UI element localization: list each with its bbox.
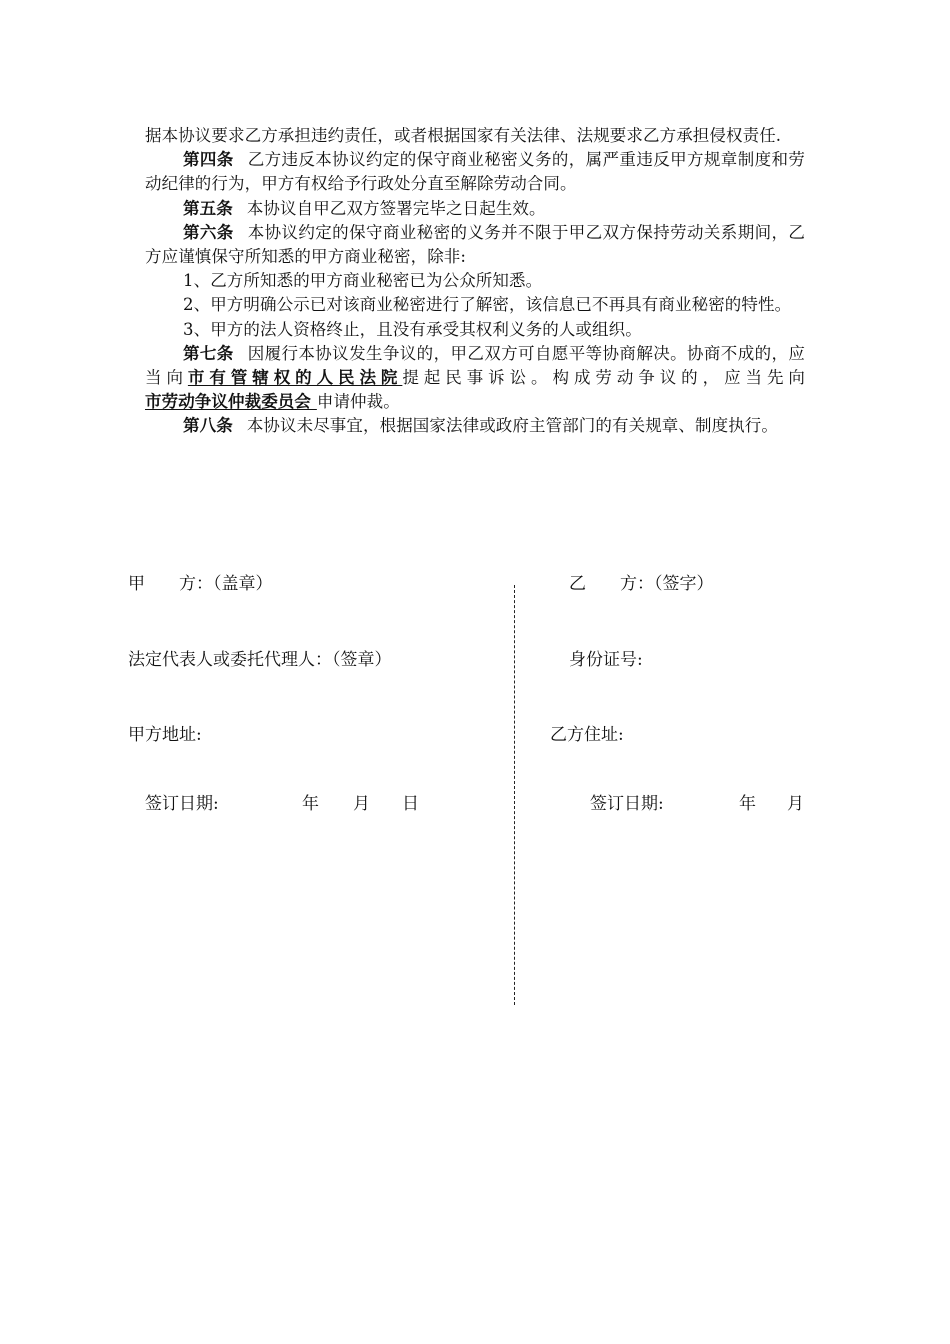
arbitration-committee-name: 市劳动争议仲裁委员会 — [145, 392, 317, 412]
article3-continuation — [145, 124, 805, 148]
article-7-heading: 第七条 — [183, 343, 234, 363]
party-b-date-year: 年 — [739, 794, 756, 814]
article-6-item-2 — [145, 293, 805, 317]
article-5 — [145, 197, 805, 221]
article-8-heading: 第八条 — [183, 416, 233, 436]
agreement-body — [145, 124, 805, 439]
article-6-item-3-text: 3、甲方的法人资格终止，且没有承受其权利义务的人或组织。 — [183, 319, 642, 339]
article-6-heading: 第六条 — [183, 222, 234, 242]
party-a-date-label: 签订日期: — [145, 794, 219, 814]
article-5-heading: 第五条 — [183, 198, 233, 218]
article-8 — [145, 414, 805, 438]
party-a-address: 甲方地址: — [128, 725, 202, 745]
article-6-item-1-text: 1、乙方所知悉的甲方商业秘密已为公众所知悉。 — [183, 271, 543, 291]
article-4 — [145, 148, 805, 196]
article-6-item-1 — [145, 269, 805, 293]
article-6-text: 本协议约定的保守商业秘密的义务并不限于甲乙双方保持劳动关系期间，乙方应谨慎保守所知悉的甲方商业秘密，除非: — [145, 222, 805, 267]
party-b-date-label: 签订日期: — [590, 794, 664, 814]
party-a-label: 甲 方：（盖章） — [128, 574, 273, 594]
article-6-item-2-text: 2、甲方明确公示已对该商业秘密进行了解密，该信息已不再具有商业秘密的特性。 — [183, 295, 792, 315]
article-7 — [145, 342, 805, 415]
article-6-item-3 — [145, 318, 805, 342]
party-a-representative: 法定代表人或委托代理人：（签章） — [128, 650, 392, 670]
party-b-id-number: 身份证号: — [569, 650, 643, 670]
article-8-text: 本协议未尽事宜，根据国家法律或政府主管部门的有关规章、制度执行。 — [246, 416, 779, 436]
article-7-text-a: 因履行本协议发生争议的，甲乙双方可自愿平等协商解决。协商不成的，应当向 — [145, 343, 805, 388]
article-4-heading: 第四条 — [183, 150, 234, 170]
party-b-address: 乙方住址: — [550, 725, 624, 745]
article-5-text: 本协议自甲乙双方签署完毕之日起生效。 — [246, 198, 546, 218]
article-7-text-b: 提起民事诉讼。构成劳动争议的，应当先向 — [402, 368, 806, 388]
party-b-date-month: 月 — [787, 794, 804, 814]
party-a-date-year: 年 — [302, 794, 319, 814]
party-b-label: 乙 方：（签字） — [569, 574, 714, 594]
party-a-date-day-gap: 日 — [402, 794, 419, 814]
party-b-sign-date — [0, 792, 950, 822]
continuation-text: 据本协议要求乙方承担违约责任，或者根据国家有关法律、法规要求乙方承担侵权责任. — [145, 126, 782, 145]
article-6 — [145, 221, 805, 269]
court-name: 市有管辖权的人民法院 — [187, 368, 403, 388]
article-4-text: 乙方违反本协议约定的保守商业秘密义务的，属严重违反甲方规章制度和劳动纪律的行为，甲方有权给予行政处分直至解除劳动合同。 — [145, 150, 805, 194]
article-7-text-c: 申请仲裁。 — [316, 392, 400, 412]
party-a-date-month: 月 — [353, 794, 370, 814]
